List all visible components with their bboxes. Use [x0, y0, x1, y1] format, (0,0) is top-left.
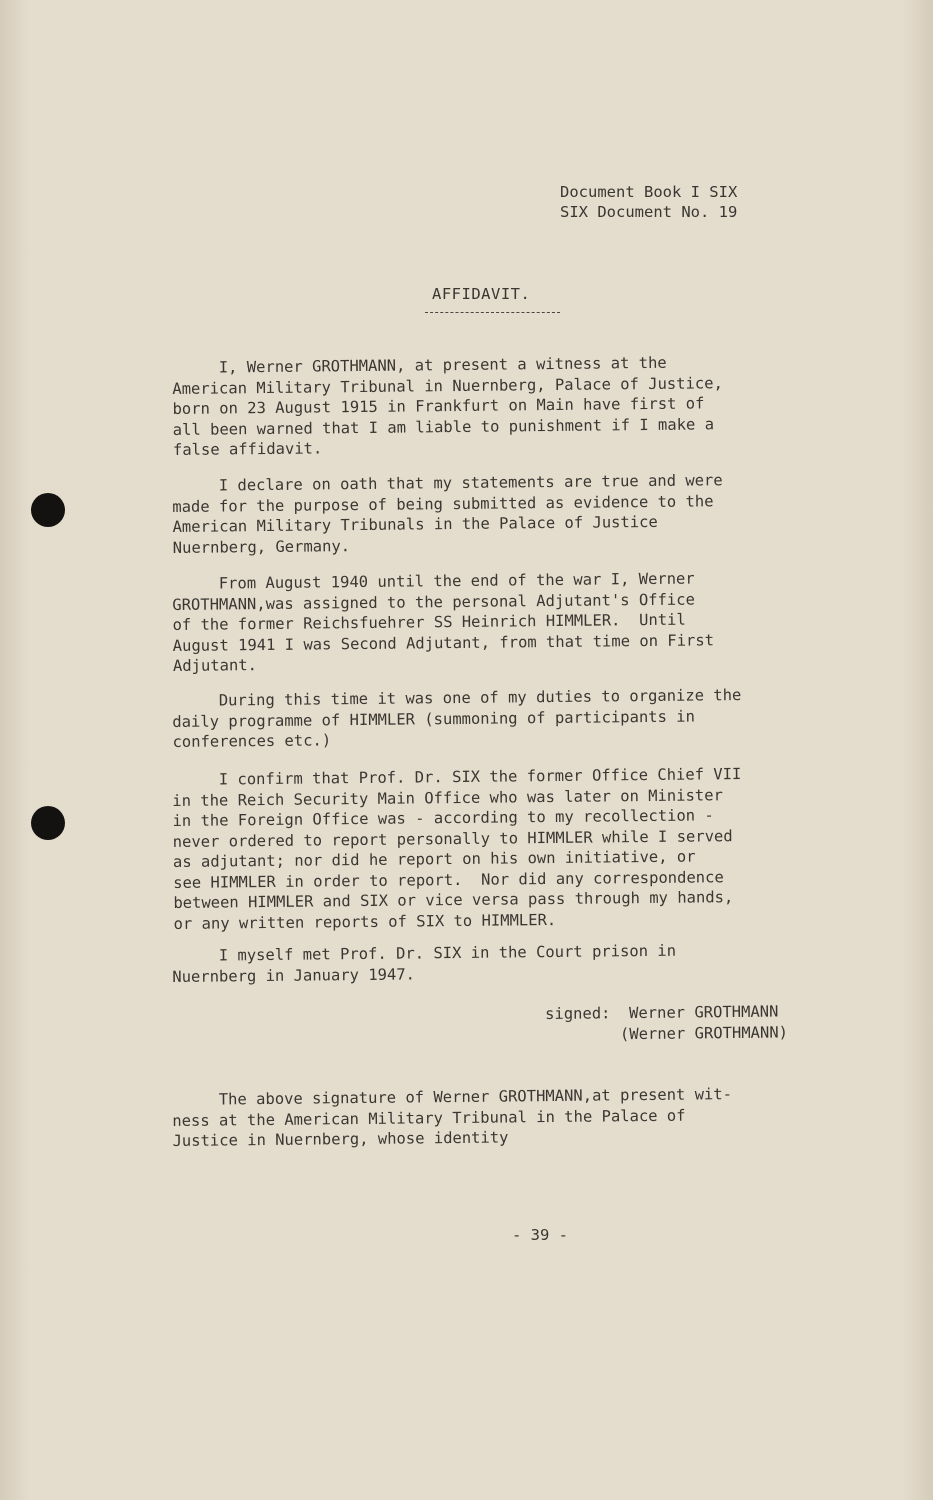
signature-block — [545, 1001, 788, 1046]
paragraph-oath: I declare on oath that my statements are true and were made for the purpose of being submitted as evidence to the American Military Tribunals in the Palace of Justice Nuernberg, Germany. — [172, 471, 723, 557]
paragraph-duties: During this time it was one of my duties to organize the daily programme of HIMMLER (summoning of participants in conferences etc.) — [172, 686, 742, 751]
document-number-line: SIX Document No. 19 — [560, 203, 738, 221]
title-underline — [425, 312, 560, 313]
page-title: AFFIDAVIT. — [432, 285, 531, 303]
signature-name-line: (Werner GROTHMANN) — [545, 1023, 789, 1044]
punch-hole-lower — [31, 806, 65, 840]
signature-line: signed: Werner GROTHMANN — [545, 1002, 779, 1023]
punch-hole-upper — [31, 493, 65, 527]
page-number: - 39 - — [512, 1226, 568, 1244]
paragraph-witness-intro: I, Werner GROTHMANN, at present a witness at the American Military Tribunal in Nuernberg, Palace of Justice, born on 23 August 1915 in Frankfurt on Main have first of all been warned that I am liable to punishment if I make a false affidavit. — [172, 353, 723, 459]
document-book-line: Document Book I SIX — [560, 183, 738, 201]
paragraph-assignment: From August 1940 until the end of the war I, Werner GROTHMANN,was assigned to the personal Adjutant's Office of the former Reichsfuehrer SS Heinrich HIMMLER. Until August 1941 I was Second Adjutant, from that time on First Adjutant. — [172, 569, 715, 675]
paragraph-meeting: I myself met Prof. Dr. SIX in the Court prison in Nuernberg in January 1947. — [172, 941, 677, 986]
paragraph-confirmation: I confirm that Prof. Dr. SIX the former Office Chief VII in the Reich Security Main Office who was later on Minister in the Foreign Office was - according to my recollection - never ordered to report personally to HIMMLER while I served as adjutant; nor did he report on his own initiative, or see HIMMLER in order to report. Nor did any correspondence between HIMMLER and SIX or vice versa pass through my hands, or any written reports of SIX to HIMMLER. — [172, 765, 742, 933]
document-reference — [560, 182, 737, 222]
paragraph-signature-attestation: The above signature of Werner GROTHMANN,at present wit- ness at the American Military Tribunal in the Palace of Justice in Nuernberg, whose identity — [172, 1085, 733, 1150]
